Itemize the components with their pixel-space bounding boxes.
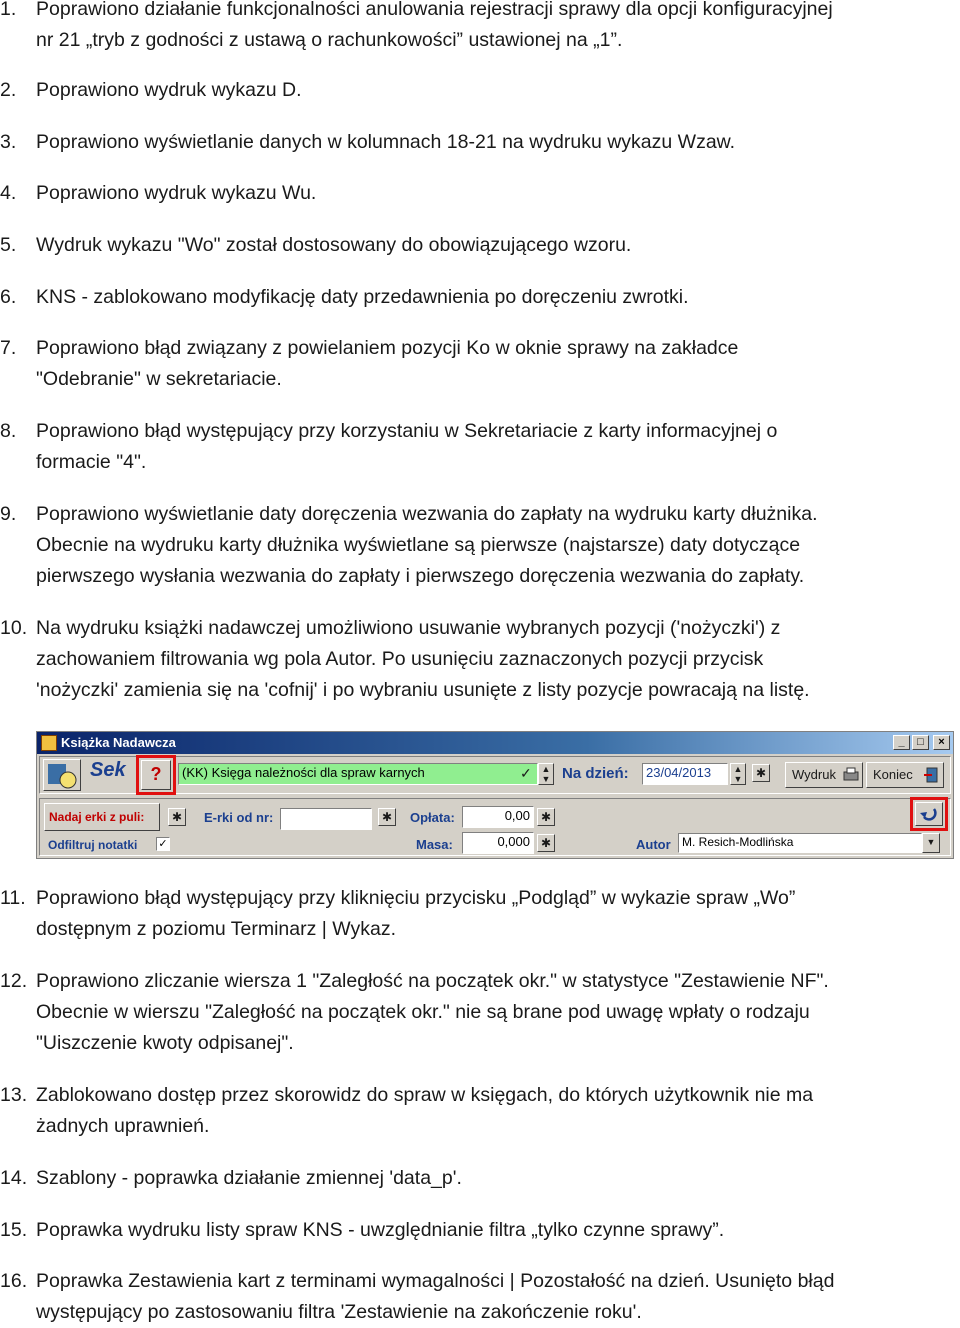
list-item-number: 4. bbox=[0, 182, 17, 204]
list-item-number: 9. bbox=[0, 503, 17, 525]
list-item-line: Poprawiono zliczanie wiersza 1 "Zaległość na początek okr." w statystyce "Zestawienie NF". bbox=[36, 970, 829, 992]
list-item-text bbox=[36, 613, 948, 706]
list-item-line: Poprawiono wyświetlanie daty doręczenia wezwania do zapłaty na wydruku karty dłużnika. bbox=[36, 503, 818, 525]
list-item-text bbox=[36, 1215, 948, 1246]
list-item-number: 2. bbox=[0, 79, 17, 101]
erki-label: E-rki od nr: bbox=[204, 810, 274, 825]
minimize-button[interactable]: _ bbox=[893, 735, 910, 750]
na-dzien-label: Na dzień: bbox=[562, 765, 629, 782]
koniec-button[interactable] bbox=[866, 762, 944, 788]
list-item-line: Poprawka wydruku listy spraw KNS - uwzględnianie filtra „tylko czynne sprawy”. bbox=[36, 1219, 725, 1241]
list-item-line: formacie "4". bbox=[36, 451, 147, 473]
maximize-button[interactable]: □ bbox=[912, 735, 929, 750]
list-item-number: 3. bbox=[0, 131, 17, 153]
wydruk-label: Wydruk bbox=[792, 767, 836, 782]
list-item-number: 15. bbox=[0, 1219, 28, 1241]
ksiega-select[interactable]: (KK) Księga należności dla spraw karnych bbox=[178, 763, 538, 785]
oplata-label: Opłata: bbox=[410, 810, 455, 825]
list-item-text bbox=[36, 1163, 948, 1194]
list-item-line: dostępnym z poziomu Terminarz | Wykaz. bbox=[36, 918, 396, 940]
nadaj-erki-label: Nadaj erki z puli: bbox=[49, 810, 145, 824]
koniec-label: Koniec bbox=[873, 767, 913, 782]
wydruk-button[interactable] bbox=[785, 762, 863, 788]
list-item-line: Poprawiono wyświetlanie danych w kolumnach 18-21 na wydruku wykazu Wzaw. bbox=[36, 131, 736, 153]
filter-panel bbox=[39, 798, 951, 856]
list-item-line: pierwszego wysłania wezwania do zapłaty i pierwszego doręczenia wezwania do zapłaty. bbox=[36, 565, 805, 587]
list-item-line: Szablony - poprawka działanie zmiennej 'data_p'. bbox=[36, 1167, 462, 1189]
list-item-line: zachowaniem filtrowania wg pola Autor. Po usunięciu zaznaczonych pozycji przycisk bbox=[36, 648, 764, 670]
list-item-line: Obecnie na wydruku karty dłużnika wyświetlane są pierwsze (najstarsze) daty dotyczące bbox=[36, 534, 801, 556]
window-title: Książka Nadawcza bbox=[61, 735, 176, 750]
masa-label: Masa: bbox=[416, 837, 453, 852]
list-item-line: Wydruk wykazu "Wo" został dostosowany do obowiązującego wzoru. bbox=[36, 234, 632, 256]
ksiega-spin[interactable]: ▲ ▼ bbox=[538, 763, 554, 785]
list-item-text bbox=[36, 1266, 948, 1328]
list-item-line: Poprawiono błąd występujący przy kliknięciu przycisku „Podgląd” w wykazie spraw „Wo” bbox=[36, 887, 796, 909]
list-item-line: Zablokowano dostęp przez skorowidz do spraw w księgach, do których użytkownik nie ma bbox=[36, 1084, 814, 1106]
date-spin[interactable]: ▲ ▼ bbox=[730, 763, 746, 785]
list-item-number: 6. bbox=[0, 286, 17, 308]
bug-icon[interactable]: ✱ bbox=[752, 764, 770, 782]
list-item-text bbox=[36, 127, 948, 158]
list-item-number: 13. bbox=[0, 1084, 28, 1106]
undo-icon bbox=[916, 803, 942, 825]
list-item-line: "Odebranie" w sekretariacie. bbox=[36, 368, 282, 390]
list-item-number: 14. bbox=[0, 1167, 28, 1189]
list-item-line: Na wydruku książki nadawczej umożliwiono usuwanie wybranych pozycji ('nożyczki') z bbox=[36, 617, 781, 639]
list-item-text bbox=[36, 499, 948, 592]
list-item-line: Poprawiono działanie funkcjonalności anulowania rejestracji sprawy dla opcji konfiguracyjnej bbox=[36, 0, 833, 20]
list-item-number: 8. bbox=[0, 420, 17, 442]
date-field[interactable]: 23/04/2013 bbox=[642, 763, 728, 785]
list-item-number: 7. bbox=[0, 337, 17, 359]
list-item-line: występujący po zastosowaniu filtra 'Zestawienie na zakończenie roku'. bbox=[36, 1301, 642, 1323]
autor-label: Autor bbox=[636, 837, 671, 852]
sek-label[interactable]: Sek bbox=[90, 759, 126, 781]
list-item-text bbox=[36, 333, 948, 395]
list-item-line: Poprawiono wydruk wykazu Wu. bbox=[36, 182, 317, 204]
masa-bug-icon[interactable]: ✱ bbox=[537, 834, 555, 852]
odfiltruj-label: Odfiltruj notatki bbox=[48, 838, 138, 852]
close-button[interactable]: × bbox=[933, 735, 950, 750]
list-item-text bbox=[36, 0, 948, 56]
list-item-line: Poprawiono błąd związany z powielaniem pozycji Ko w oknie sprawy na zakładce bbox=[36, 337, 739, 359]
list-item-text bbox=[36, 75, 948, 106]
list-item-line: "Uiszczenie kwoty odpisanej". bbox=[36, 1032, 294, 1054]
top-toolbar bbox=[39, 756, 951, 794]
list-item-line: KNS - zablokowano modyfikację daty przedawnienia po doręczeniu zwrotki. bbox=[36, 286, 689, 308]
list-item-line: Poprawka Zestawienia kart z terminami wymagalności | Pozostałość na dzień. Usunięto błąd bbox=[36, 1270, 835, 1292]
list-item-text bbox=[36, 416, 948, 478]
list-item-line: Poprawiono błąd występujący przy korzystaniu w Sekretariacie z karty informacyjnej o bbox=[36, 420, 778, 442]
odfiltruj-checkbox[interactable]: ✓ bbox=[156, 837, 170, 851]
ksiega-checkmark: ✓ bbox=[520, 765, 532, 781]
list-item-number: 1. bbox=[0, 0, 17, 20]
list-item-line: 'nożyczki' zamienia się na 'cofnij' i po wybraniu usunięte z listy pozycje powracają na listę. bbox=[36, 679, 810, 701]
nadaj-bug-icon[interactable]: ✱ bbox=[168, 808, 186, 826]
list-item-line: Obecnie w wierszu "Zaległość na początek okr." nie są brane pod uwagę wpłaty o rodzaju bbox=[36, 1001, 810, 1023]
autor-dropdown-arrow[interactable]: ▼ bbox=[922, 833, 940, 853]
ksiazka-nadawcza-window bbox=[36, 731, 954, 859]
erki-field[interactable] bbox=[280, 808, 372, 830]
list-item-text bbox=[36, 282, 948, 313]
list-item-text bbox=[36, 178, 948, 209]
masa-field[interactable]: 0,000 bbox=[462, 832, 534, 854]
scales-clock-icon bbox=[44, 760, 80, 790]
printer-icon bbox=[842, 767, 860, 783]
list-item-text bbox=[36, 883, 948, 945]
list-item-line: nr 21 „tryb z godności z ustawą o rachunkowości” ustawionej na „1”. bbox=[36, 29, 623, 51]
app-icon bbox=[41, 735, 57, 751]
list-item-number: 10. bbox=[0, 617, 28, 639]
list-item-number: 12. bbox=[0, 970, 28, 992]
list-item-number: 5. bbox=[0, 234, 17, 256]
nadaj-erki-button[interactable] bbox=[44, 803, 160, 831]
title-bar bbox=[37, 732, 953, 754]
list-item-text bbox=[36, 1080, 948, 1142]
list-item-line: Poprawiono wydruk wykazu D. bbox=[36, 79, 302, 101]
help-button[interactable]: ? bbox=[141, 760, 171, 790]
erki-bug-icon[interactable]: ✱ bbox=[378, 808, 396, 826]
scales-clock-button[interactable] bbox=[43, 759, 81, 791]
oplata-bug-icon[interactable]: ✱ bbox=[537, 808, 555, 826]
undo-button[interactable] bbox=[915, 802, 943, 826]
list-item-text bbox=[36, 230, 948, 261]
oplata-field[interactable]: 0,00 bbox=[462, 806, 534, 828]
list-item-number: 11. bbox=[0, 887, 26, 909]
autor-select[interactable]: M. Resich-Modlińska bbox=[678, 833, 922, 853]
exit-door-icon bbox=[923, 766, 941, 784]
list-item-number: 16. bbox=[0, 1270, 28, 1292]
list-item-line: żadnych uprawnień. bbox=[36, 1115, 210, 1137]
list-item-text bbox=[36, 966, 948, 1059]
